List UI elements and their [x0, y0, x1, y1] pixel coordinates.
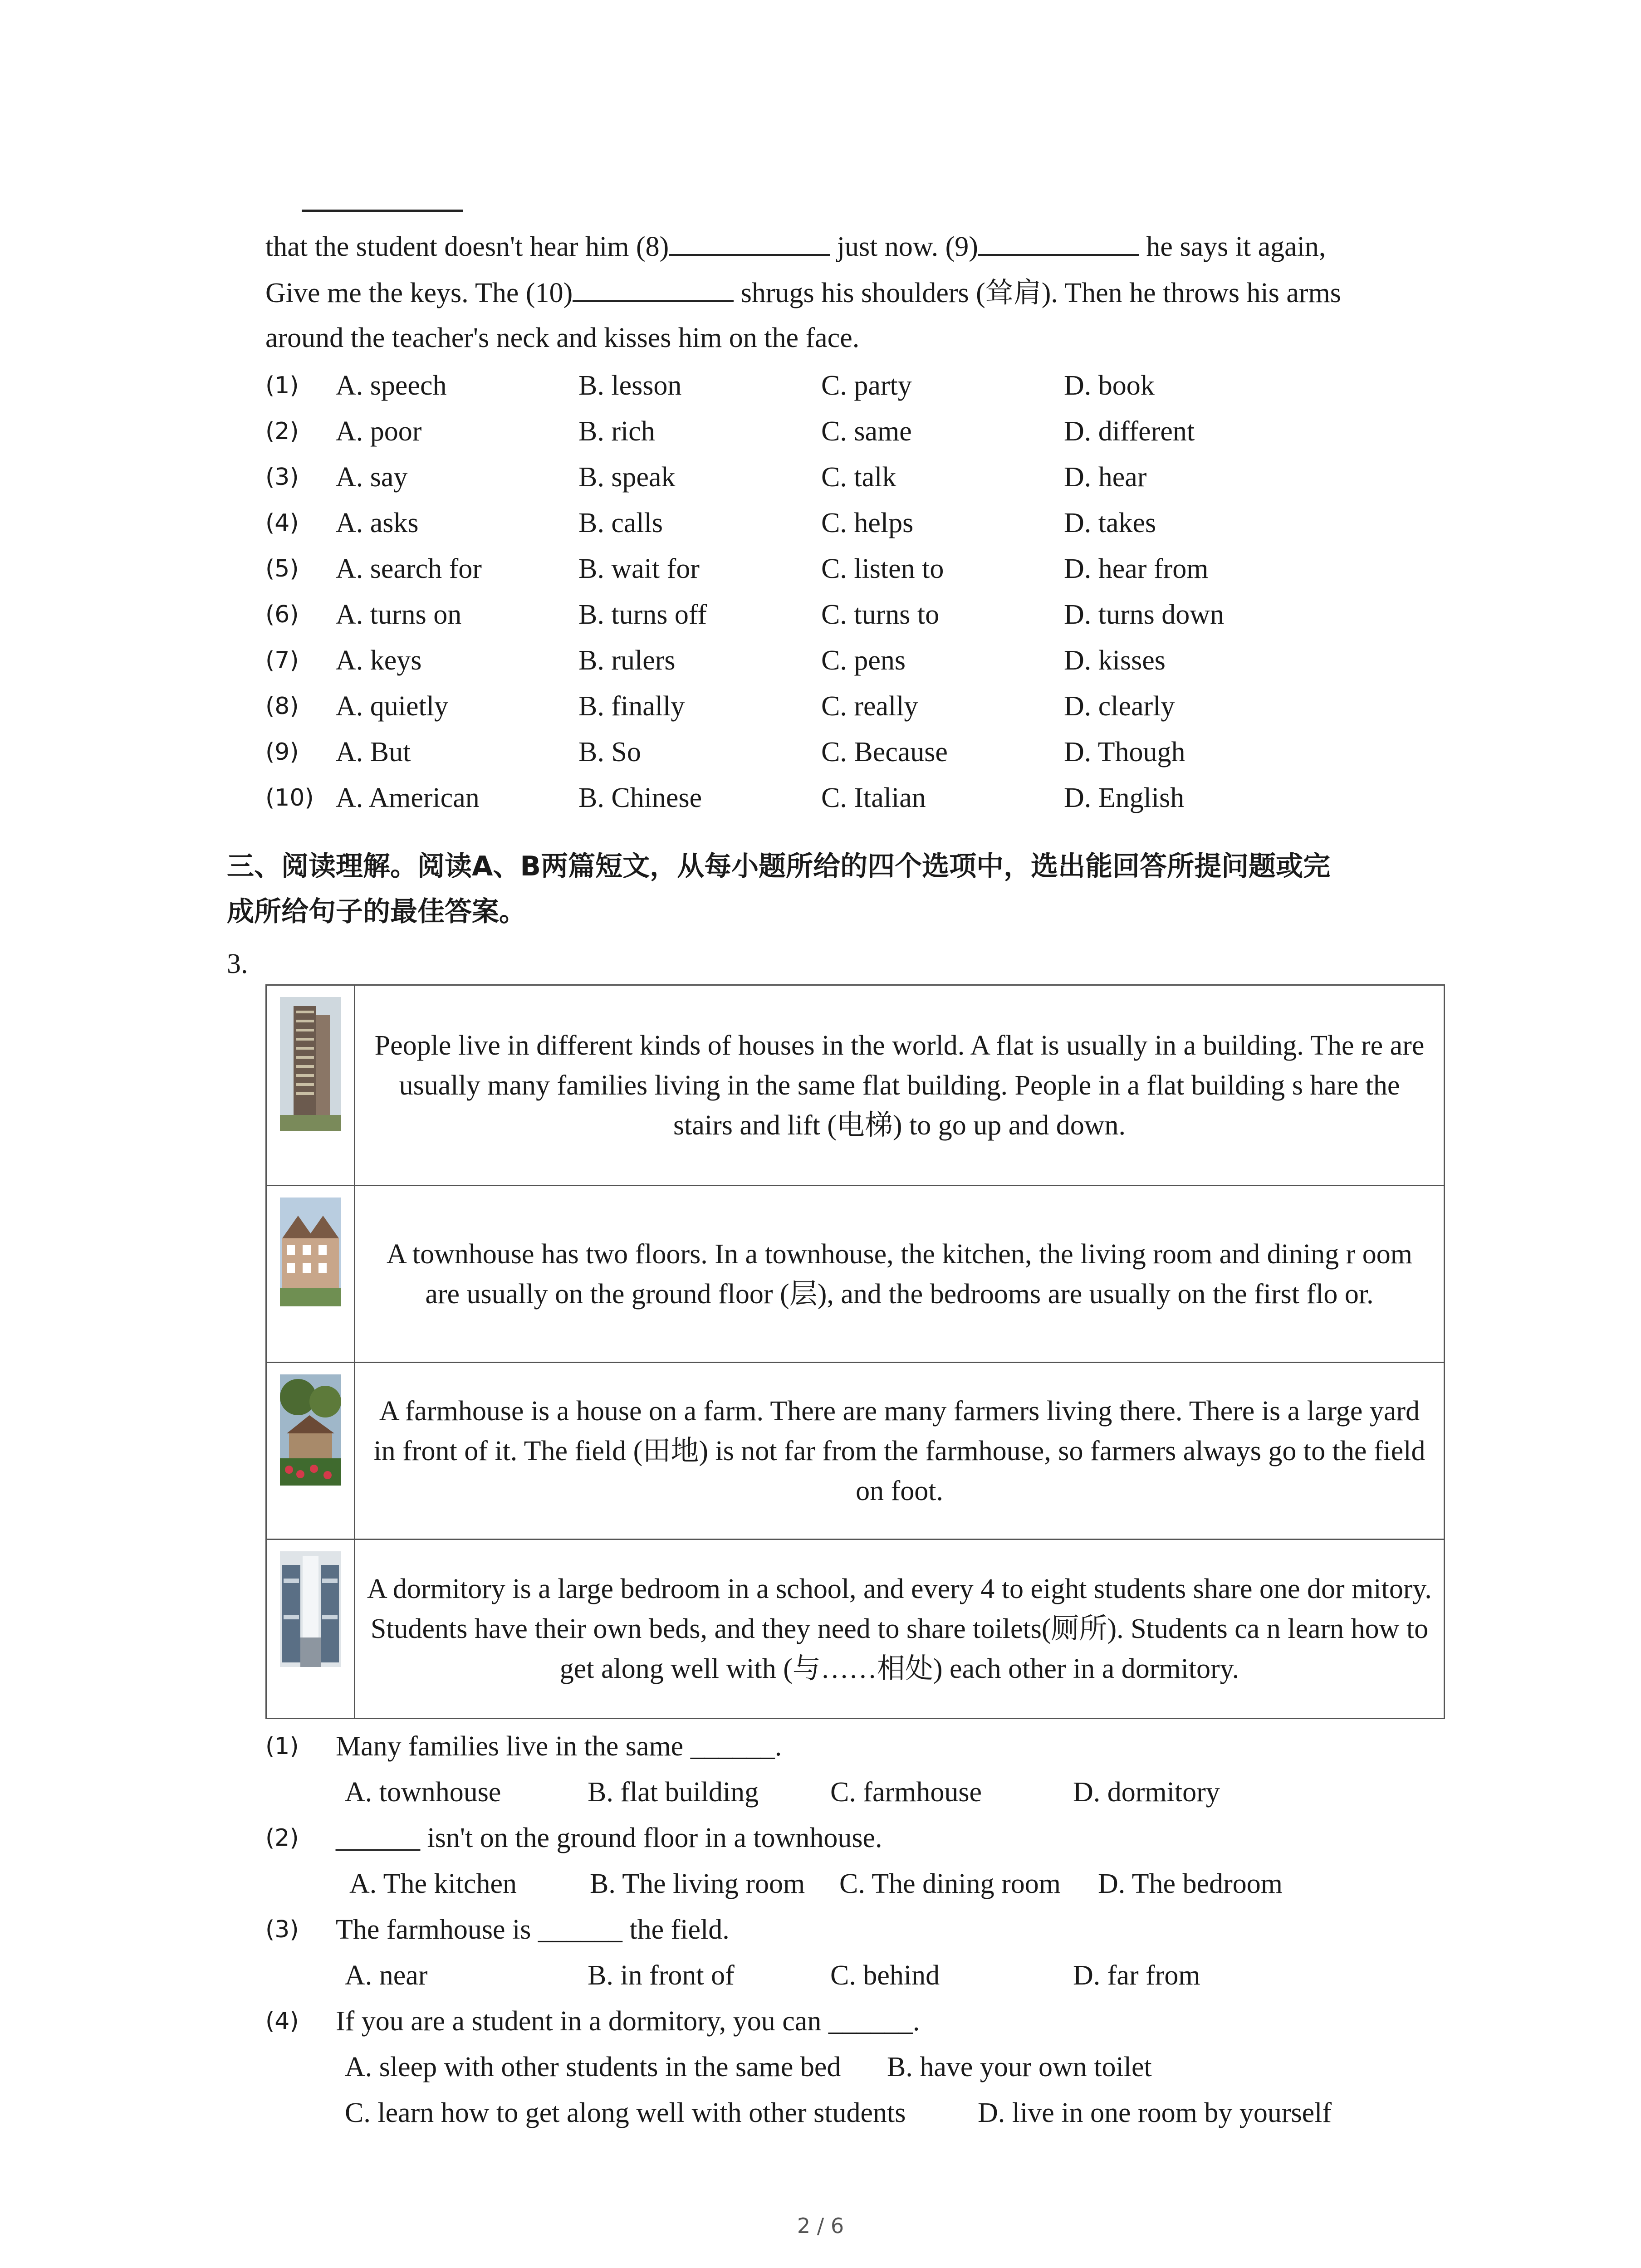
option-number: (6)	[265, 601, 299, 628]
option-b[interactable]: B. calls	[578, 508, 663, 538]
answer-option[interactable]: C. farmhouse	[830, 1777, 982, 1808]
passage-text: A dormitory is a large bedroom in a school, and every 4 to eight students share one dor mitory. Students have their own beds, and they need to share toilets(厕所). Students ca n learn how to get along well with (与……相处) each other in a dormitory.	[355, 1540, 1445, 1719]
option-a[interactable]: A. asks	[336, 508, 419, 538]
option-d[interactable]: D. different	[1064, 416, 1195, 447]
option-d[interactable]: D. clearly	[1064, 691, 1175, 722]
question-number: (2)	[265, 1824, 299, 1852]
option-number: (5)	[265, 555, 299, 582]
passage-text: A townhouse has two floors. In a townhouse, the kitchen, the living room and dining r oom are usually on the ground floor (层), and the bedrooms are usually on the first flo or.	[355, 1186, 1445, 1363]
option-d[interactable]: D. English	[1064, 782, 1185, 813]
blank-10	[573, 269, 734, 302]
passage-text: A farmhouse is a house on a farm. There are many farmers living there. There is a large yard in front of it. The field (田地) is not far from the farmhouse, so farmers always go to the field on foot.	[355, 1363, 1445, 1540]
flat-building-icon	[280, 997, 341, 1131]
option-a[interactable]: A. But	[336, 737, 411, 767]
answer-option[interactable]: A. near	[345, 1960, 428, 1991]
answer-option[interactable]: D. dormitory	[1073, 1777, 1220, 1808]
cloze-text: shrugs his shoulders (耸肩). Then he throws his arms	[734, 278, 1341, 308]
option-number: (3)	[265, 464, 299, 491]
blank-9	[978, 222, 1139, 256]
option-b[interactable]: B. finally	[578, 691, 685, 722]
option-number: (8)	[265, 693, 299, 720]
answer-option[interactable]: B. flat building	[588, 1777, 759, 1808]
question-row	[265, 1999, 1490, 2044]
answer-option[interactable]: A. townhouse	[345, 1777, 501, 1808]
passage-table	[265, 984, 1445, 1719]
option-d[interactable]: D. takes	[1064, 508, 1156, 538]
passage-row	[266, 1363, 1445, 1540]
option-d[interactable]: D. turns down	[1064, 599, 1225, 630]
option-number: (1)	[265, 372, 299, 399]
passage-image-cell	[266, 1186, 355, 1363]
cloze-text: that the student doesn't hear him (8)	[265, 231, 669, 262]
option-d[interactable]: D. hear from	[1064, 553, 1209, 584]
page-number: 2 / 6	[797, 2214, 844, 2238]
question-number: (3)	[265, 1916, 299, 1943]
answer-option[interactable]: D. The bedroom	[1098, 1868, 1283, 1899]
answer-option[interactable]: B. in front of	[588, 1960, 735, 1991]
question-row	[265, 1815, 1490, 1861]
answer-option[interactable]: B. The living room	[590, 1868, 805, 1899]
option-a[interactable]: A. poor	[336, 416, 422, 447]
question-text: If you are a student in a dormitory, you can ______.	[336, 2006, 920, 2037]
farmhouse-icon	[280, 1374, 341, 1486]
option-b[interactable]: B. Chinese	[578, 782, 702, 813]
passage-row	[266, 1540, 1445, 1719]
option-b[interactable]: B. lesson	[578, 370, 682, 401]
option-d[interactable]: D. book	[1064, 370, 1155, 401]
option-b[interactable]: B. speak	[578, 462, 676, 493]
passage-image-cell	[266, 1363, 355, 1540]
option-a[interactable]: A. quietly	[336, 691, 448, 722]
dormitory-icon	[280, 1551, 341, 1667]
option-c[interactable]: C. helps	[821, 508, 914, 538]
option-c[interactable]: C. really	[821, 691, 918, 722]
passage-text: People live in different kinds of houses in the world. A flat is usually in a building. The re are usually many families living in the same flat building. People in a flat building s hare the stairs and lift (电梯) to go up and down.	[355, 985, 1445, 1186]
answer-option[interactable]: B. have your own toilet	[887, 2052, 1152, 2082]
option-c[interactable]: C. pens	[821, 645, 906, 676]
passage-image-cell	[266, 1540, 355, 1719]
option-c[interactable]: C. Because	[821, 737, 948, 767]
option-b[interactable]: B. wait for	[578, 553, 700, 584]
option-number: (4)	[265, 509, 299, 537]
passage-row	[266, 985, 1445, 1186]
option-c[interactable]: C. turns to	[821, 599, 940, 630]
option-number: (2)	[265, 418, 299, 445]
cloze-line-1	[265, 222, 1454, 270]
option-b[interactable]: B. rich	[578, 416, 655, 447]
answer-option[interactable]: C. The dining room	[839, 1868, 1061, 1899]
section-heading-cont: 成所给句子的最佳答案。	[227, 896, 526, 928]
cloze-text: he says it again,	[1139, 231, 1326, 262]
cloze-text: just now. (9)	[830, 231, 978, 262]
cloze-line-3: around the teacher's neck and kisses him on the face.	[265, 323, 860, 353]
option-d[interactable]: D. kisses	[1064, 645, 1166, 676]
passage-image-cell	[266, 985, 355, 1186]
option-c[interactable]: C. listen to	[821, 553, 944, 584]
option-b[interactable]: B. turns off	[578, 599, 707, 630]
answer-option[interactable]: A. The kitchen	[349, 1868, 517, 1899]
answer-option[interactable]: C. behind	[830, 1960, 940, 1991]
cloze-text: Give me the keys. The (10)	[265, 278, 573, 308]
option-a[interactable]: A. American	[336, 782, 480, 813]
cloze-line-2	[265, 269, 1454, 316]
question-row	[265, 1907, 1490, 1952]
option-c[interactable]: C. talk	[821, 462, 896, 493]
townhouse-icon	[280, 1198, 341, 1306]
question-number: 3.	[227, 948, 248, 979]
option-c[interactable]: C. party	[821, 370, 912, 401]
question-number: (1)	[265, 1733, 299, 1760]
option-d[interactable]: D. Though	[1064, 737, 1185, 767]
option-number: (10)	[265, 784, 314, 811]
answer-option[interactable]: A. sleep with other students in the same bed	[345, 2052, 841, 2082]
option-number: (9)	[265, 738, 299, 766]
blank-8	[669, 222, 830, 256]
answer-blank-line	[302, 210, 463, 212]
option-a[interactable]: A. keys	[336, 645, 422, 676]
question-text: Many families live in the same ______.	[336, 1731, 782, 1762]
question-text: The farmhouse is ______ the field.	[336, 1914, 730, 1945]
option-b[interactable]: B. rulers	[578, 645, 676, 676]
option-a[interactable]: A. turns on	[336, 599, 462, 630]
passage-row	[266, 1186, 1445, 1363]
question-row	[265, 1724, 1490, 1769]
answer-option[interactable]: D. live in one room by yourself	[978, 2097, 1332, 2128]
option-a[interactable]: A. search for	[336, 553, 482, 584]
option-c[interactable]: C. same	[821, 416, 912, 447]
section-heading: 三、阅读理解。阅读A、B两篇短文，从每小题所给的四个选项中，选出能回答所提问题或完	[227, 850, 1331, 882]
question-text: ______ isn't on the ground floor in a townhouse.	[336, 1823, 882, 1853]
option-a[interactable]: A. speech	[336, 370, 447, 401]
answer-option[interactable]: D. far from	[1073, 1960, 1200, 1991]
option-d[interactable]: D. hear	[1064, 462, 1147, 493]
option-b[interactable]: B. So	[578, 737, 641, 767]
option-c[interactable]: C. Italian	[821, 782, 926, 813]
option-a[interactable]: A. say	[336, 462, 408, 493]
answer-option[interactable]: C. learn how to get along well with other students	[345, 2097, 906, 2128]
option-number: (7)	[265, 647, 299, 674]
question-number: (4)	[265, 2008, 299, 2035]
